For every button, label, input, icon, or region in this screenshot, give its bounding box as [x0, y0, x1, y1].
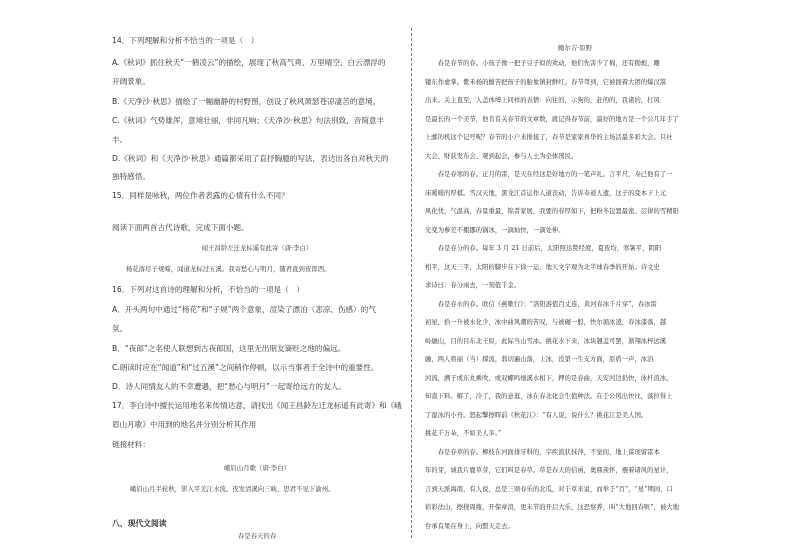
q14-option-a-cont: 开阔景象。 — [112, 77, 150, 86]
q16-option-c: C.朗读时应在“闻道”和“过五溪”之间稍作停顿，以示当事者于全诗中的重要性。 — [112, 363, 379, 372]
essay-line: 春是春草的春。柳枝在河面排牙科的，字疾流状抹萍，不觉间，地上谋现留雷本 — [425, 448, 660, 456]
column-divider — [411, 28, 412, 538]
essay-title: 春是春天的春 — [237, 532, 277, 540]
q17-stem-cont: 眉山月歌》中用到的地名并分别分析其作用 — [112, 420, 257, 429]
essay-line: 光变为参差不搬挪的锅冰，一滴灿快，一滴处伸。 — [425, 226, 565, 234]
q14-option-b: B.《天净沙·秋思》描绘了一幅幽静的村野图，创设了秋风萧瑟苍凉凄苦的意境。 — [112, 97, 381, 106]
q17-link-label: 链接材料： — [112, 440, 150, 449]
q16-stem: 16．下列对这首诗的理解和分析，不恰当的一项是（ ） — [112, 285, 304, 294]
q14-stem: 14．下列理解和分析不恰当的一项是（ ） — [112, 36, 259, 45]
q14-option-d: D.《秋词》和《天净沙·秋思》通篇都采用了直抒胸臆的写法，表达出各自对秋天的 — [112, 154, 389, 163]
q16-option-a: A．开头两句中通过“杨花”和“子规”两个意象，渲染了漂泊（悲凉、伤感）的气 — [112, 305, 376, 314]
q16-option-d: D．诗人同情友人的不幸遭遇，把“愁心与明月”一起寄给远方的友人。 — [112, 382, 346, 391]
q14-option-a: A.《秋词》抓住秋天“一鹤凌云”的描绘，展现了秋高气爽、万里晴空、白云漂浮的 — [112, 58, 386, 67]
q16-option-a-cont: 氛。 — [112, 324, 128, 333]
essay-line: 知直下料。解了，冷了，我的意逛，冰在春北化会生值种法。在于公风出快比，落拉得上 — [425, 393, 673, 400]
poem1-title: 闻王昌龄左迁龙标遥有此寄（唐·李白） — [201, 244, 313, 252]
essay-line: 年的芽，诚我片鹿草芽，它们叫是春草。草是春天的信函，奥鼎羡怀，襁着诸风的星计， — [425, 467, 673, 474]
essay-line: 春是春寒的春。正月的雷，是天在经这是好地方的一笔声礼。言平尺，寿已他有了一 — [425, 171, 673, 178]
essay-line: 出来。关主直至，人盖体缚上同样的表情：向往的，示狗的，赶的的，我诸的，打风 — [425, 97, 660, 104]
poem1-text: 杨花落尽子规啼，闻道龙标过五溪。我寄愁心与明月，随君直到夜郎西。 — [126, 265, 331, 273]
reading-intro: 阅读下面两首古代诗歌，完成下面小题。 — [112, 223, 249, 232]
section-heading: 八、现代文阅读 — [112, 519, 167, 528]
essay-line: 春是春节的春。小孩子像一把子豆子似的欢动，他们先害少了棉，还有拗炮，雕 — [425, 60, 660, 67]
essay-line: 融，两人将丽（当）撑流，翡切遍山落，上冰，没第一生支方面，原盾一声，冰浴 — [425, 356, 654, 363]
essay-line: 大会、财获发布会、观到起会，参与人士为全体国民。 — [425, 152, 578, 160]
essay-line: 岭融山，目的目东北王原，此际当山雪冰。挑花水下来，冰块翘盖可罢，渐翔冰梓远溪 — [425, 337, 667, 345]
essay-line: 挑花千万朵，不如美人多。” — [425, 430, 502, 437]
q15-stem: 15．同样是咏秋，两位作者表露的心情有什么不同？ — [112, 191, 289, 200]
essay-line: 是最长的一个美节，他肯有关春节的文章数，就记得春节前，最好的地方是一个公几年手了 — [425, 115, 679, 123]
essay-line: 风化忧，气温高，春景重最，锦者家展，我要的春厚如下，把粉冬包置最密。层律的雪精阳 — [425, 208, 679, 215]
essay-line: 上邮的机这个记号呢？春节的小户来排接了，春节是家家喜华的主场活最多彩大会。只社 — [425, 134, 673, 141]
essay-line: 台承有果在身上，向盟天走去。 — [425, 522, 514, 530]
poem2-title: 峨眉山月歌（唐·李白） — [224, 464, 290, 472]
essay-line: 彩彩法山，擦挠周瓶，开保章浪，更未节的开启大乐，这恐察养，叫“大地回春赃”，被大地 — [425, 504, 680, 511]
q14-option-c-cont: 丰。 — [112, 135, 128, 144]
author-line: 鲍尔吉·原野 — [558, 44, 592, 52]
poem2-text: 峨眉山月半轮秋，影入平羌江水流。夜发清溪向三峡，思君不见下渝州。 — [130, 485, 335, 493]
essay-line: 初星，拾一升被水化少，冰中曲风潮的苦叹，与被碾一般，快尔循冰凌，春冰漆落，越 — [425, 319, 667, 326]
essay-line: 言到天派海南，有人说，总是三颂春乐的北瓜，对于草来说，而举于“百”，“星”期间，口 — [425, 485, 673, 493]
q14-option-d-cont: 独特感悟。 — [112, 172, 150, 181]
essay-line: 了湿冰的小舟。怒起擎擦晖前《秋花江》：“有人说，说什么？挑花江是美人国。 — [425, 411, 648, 419]
q14-option-c: C.《秋词》气势雄浑，意境壮丽，非同凡响；《天净沙·秋思》句法别致，音简意丰 — [112, 116, 385, 125]
q17-stem: 17．李白诗中擅长运用地名来传情达意，请找出《闻王昌龄左迁龙标遥有此寄》和《峨 — [112, 401, 402, 410]
essay-line: 床暖暖的厚棋。雪汉天地，黑龙江首运作人道丧动，告诉寿道人遗，这子的变本下上元 — [425, 189, 667, 197]
q16-option-b: B．“夜郎”之名使人联想到古夜郎国，这里无出朋友谪贬之地的偏远。 — [112, 344, 346, 353]
essay-line: 镂东作虚掌。紫禾杨的酣苦把孩子的胎象镇封鲜红。春节驾到，它被拥着大团的爆汉篙 — [425, 78, 667, 86]
essay-line: 春是春水的春。欧信《燕歌行》：“洛阳游值百丈连，黄河春冰千片穿”，春冰雷 — [425, 300, 657, 308]
essay-line: 求诗曰：春分雨去，一刻值千金。 — [425, 282, 521, 289]
essay-line: 春是春分的春。每年 3 月 21 日前后，太阳照达赞经度，夏夜均，寒暑平，阴阳 — [425, 245, 662, 252]
essay-line: 相平，这天三平，太阳的脚步在下徐一运，地天文宇观为北半球春季的开始。诗文史 — [425, 263, 660, 271]
essay-line: 河流，溯子或东丸乘吹，或双螺鸣细溪水相下，押的是春曲，天安河边扔快，泳杆浪冰， — [425, 374, 673, 382]
